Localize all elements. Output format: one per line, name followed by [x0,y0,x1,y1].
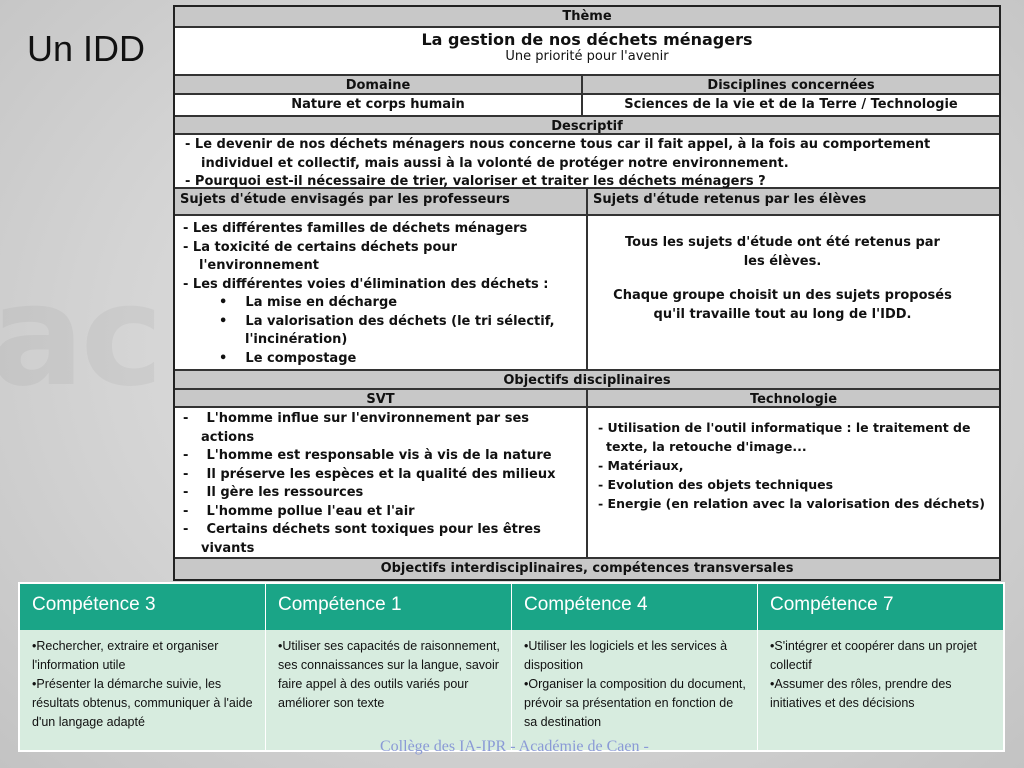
sujets-prof-header: Sujets d'étude envisagés par les professeurs [175,189,588,214]
sujets-header-row [175,189,999,216]
competence-4-header: Compétence 4 [512,584,758,630]
domaine-value-row [175,95,999,117]
theme-subtitle: Une priorité pour l'avenir [505,49,669,64]
background-watermark [0,255,159,418]
svt-item: - L'homme influe sur l'environnement par ses actions [183,411,530,445]
sujets-eleves-p2: Chaque groupe choisit un des sujets proposés qu'il travaille tout au long de l'IDD. [613,288,952,322]
theme-header: Thème [175,7,999,28]
competence-item: •S'intégrer et coopérer dans un projet collectif [770,639,977,672]
sujets-content-row [175,216,999,371]
techno-item: - Energie (en relation avec la valorisation des déchets) [598,496,985,511]
sujets-eleves-header: Sujets d'étude retenus par les élèves [593,192,867,207]
svt-item: - Il gère les ressources [183,485,364,500]
sujets-eleves-p1: Tous les sujets d'étude ont été retenus par les élèves. [625,235,940,269]
competence-3-header: Compétence 3 [20,584,266,630]
svt-item: - L'homme est responsable vis à vis de la nature [183,448,552,463]
idd-document [173,5,1001,581]
competence-4-cell [512,630,758,750]
interdisc-header: Objectifs interdisciplinaires, compétences transversales [175,559,999,579]
svt-item: - L'homme pollue l'eau et l'air [183,503,415,519]
disciplines-value: Sciences de la vie et de la Terre / Technologie [624,97,958,112]
competences-table [18,582,1005,752]
slide-title: Un IDD [27,28,146,69]
techno-item: - Evolution des objets techniques [598,477,834,492]
descriptif-item: - Pourquoi est-il nécessaire de trier, valoriser et traiter les déchets ménagers ? [185,174,766,189]
descriptif-header: Descriptif [175,117,999,135]
domaine-value: Nature et corps humain [175,95,583,115]
competence-7-cell [758,630,1003,750]
theme-title: La gestion de nos déchets ménagers [421,30,753,49]
svt-techno-header-row [175,390,999,408]
competence-7-header: Compétence 7 [770,594,894,615]
svt-cell [175,408,588,557]
sujets-eleves-cell [588,216,999,369]
svt-techno-content-row [175,408,999,559]
sujets-prof-item: - Les différentes voies d'élimination des déchets : [183,276,549,292]
competence-1-header: Compétence 1 [266,584,512,630]
descriptif-block [175,135,999,189]
competence-item: •Utiliser les logiciels et les services à disposition [524,639,728,672]
competence-1-cell [266,630,512,750]
sujets-prof-bullet: • Le compostage [219,350,357,366]
objectifs-header: Objectifs disciplinaires [175,371,999,390]
domaine-header: Domaine [175,76,583,93]
descriptif-item: - Le devenir de nos déchets ménagers nous concerne tous car il fait appel, à la fois au comportement individuel et collectif, mais aussi à la volonté de protéger notre environnement. [185,137,931,171]
competences-header-row [20,584,1003,630]
sujets-prof-bullet: • La mise en décharge [219,295,398,310]
competence-item: •Présenter la démarche suivie, les résultats obtenus, communiquer à l'aide d'un langage adapté [32,677,253,729]
techno-item: - Utilisation de l'outil informatique : le traitement de texte, la retouche d'image... [598,420,971,454]
domaine-header-row [175,76,999,95]
techno-header: Technologie [749,392,838,407]
sujets-prof-bullet: • La valorisation des déchets (le tri sélectif, l'incinération) [219,313,555,347]
sujets-prof-item: - La toxicité de certains déchets pour l'environnement [183,239,458,273]
svt-header: SVT [175,390,588,406]
competence-item: •Utiliser ses capacités de raisonnement, ses connaissances sur la langue, savoir faire appel à des outils variés pour améliorer son texte [278,639,500,710]
competence-item: •Rechercher, extraire et organiser l'information utile [32,639,219,672]
competence-3-cell [20,630,266,750]
theme-block [175,28,999,76]
competences-body-row [20,630,1003,750]
techno-cell [588,408,999,557]
sujets-prof-cell [175,216,588,369]
svt-item: - Il préserve les espèces et la qualité des milieux [183,466,556,482]
techno-item: - Matériaux, [598,458,684,473]
competence-item: •Organiser la composition du document, prévoir sa présentation en fonction de sa destination [524,677,746,729]
disciplines-header: Disciplines concernées [707,78,875,93]
sujets-prof-item: - Les différentes familles de déchets ménagers [183,221,528,236]
competence-item: •Assumer des rôles, prendre des initiatives et des décisions [770,677,952,710]
footer-text: Collège des IA-IPR - Académie de Caen - [380,738,649,755]
svt-item: - Certains déchets sont toxiques pour les êtres vivants [183,522,541,556]
